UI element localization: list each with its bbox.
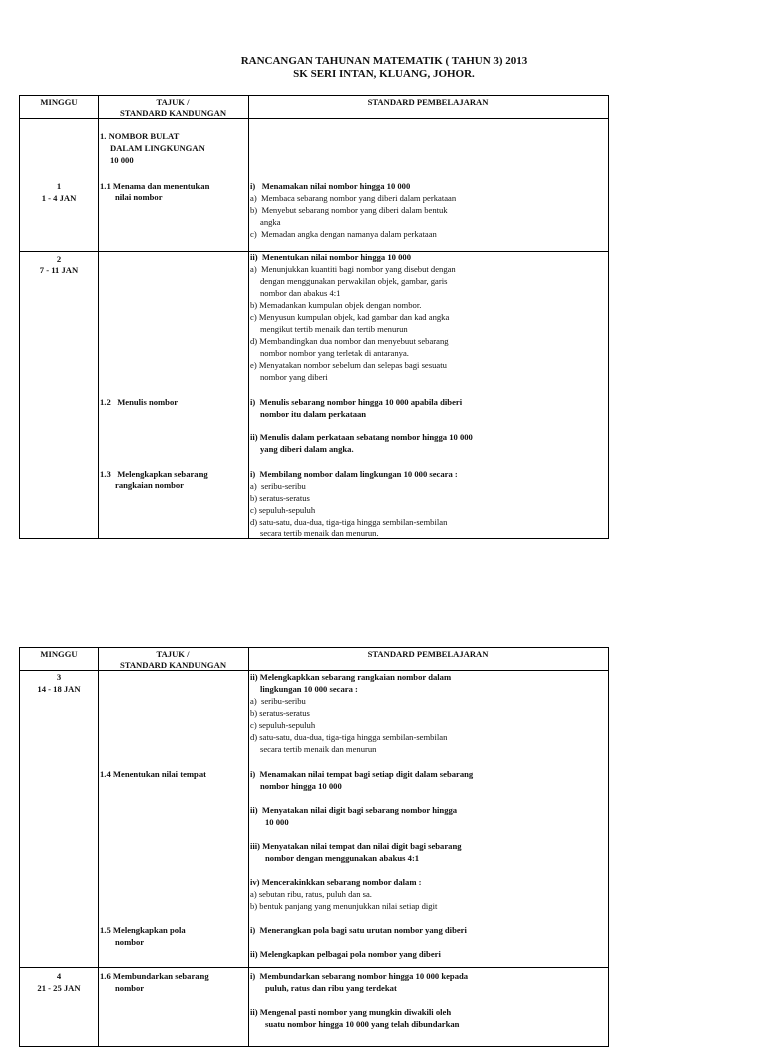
standard-kandungan: rangkaian nombor — [115, 480, 185, 490]
learning-item: b) Memadankan kumpulan objek dengan nombor. — [250, 300, 422, 310]
week-number: 2 — [56, 254, 62, 264]
learning-item: nombor yang diberi — [260, 372, 328, 382]
learning-standard: nombor itu dalam perkataan — [260, 409, 367, 419]
learning-item: b) seratus-seratus — [250, 708, 310, 718]
col-header-standard-kandungan: STANDARD KANDUNGAN — [119, 108, 227, 118]
yearly-plan-table-1 — [19, 95, 609, 539]
learning-item: b) bentuk panjang yang menunjukkan nilai setiap digit — [250, 901, 438, 911]
learning-item: d) satu-satu, dua-dua, tiga-tiga hingga sembilan-sembilan — [250, 732, 448, 742]
standard-kandungan: 1.4 Menentukan nilai tempat — [100, 769, 206, 779]
learning-standard: ii) Menentukan nilai nombor hingga 10 000 — [250, 252, 412, 262]
learning-standard: lingkungan 10 000 secara : — [260, 684, 358, 694]
learning-item: a) seribu-seribu — [250, 481, 306, 491]
document-title: RANCANGAN TAHUNAN MATEMATIK ( TAHUN 3) 2013 — [240, 55, 528, 67]
learning-standard: i) Membilang nombor dalam lingkungan 10 000 secara : — [250, 469, 458, 479]
col-header-tajuk: TAJUK / — [156, 649, 190, 659]
learning-standard: 10 000 — [265, 817, 289, 827]
learning-standard: iii) Menyatakan nilai tempat dan nilai digit bagi sebarang — [250, 841, 462, 851]
school-name: SK SERI INTAN, KLUANG, JOHOR. — [293, 68, 475, 80]
standard-kandungan: nilai nombor — [115, 192, 163, 202]
learning-item: secara tertib menaik dan menurun. — [260, 528, 379, 538]
learning-standard: ii) Mengenal pasti nombor yang mungkin diwakili oleh — [250, 1007, 452, 1017]
learning-standard: ii) Melengkapkan pelbagai pola nombor yang diberi — [250, 949, 441, 959]
week-dates: 21 - 25 JAN — [37, 983, 81, 993]
learning-item: a) sebutan ribu, ratus, puluh dan sa. — [250, 889, 372, 899]
column-divider — [98, 648, 99, 1046]
col-header-standard-pembelajaran: STANDARD PEMBELAJARAN — [367, 649, 489, 659]
learning-item: mengikut tertib menaik dan tertib menurun — [260, 324, 408, 334]
learning-item: d) satu-satu, dua-dua, tiga-tiga hingga sembilan-sembilan — [250, 517, 448, 527]
row-divider — [20, 967, 608, 968]
learning-item: secara tertib menaik dan menurun — [260, 744, 377, 754]
column-divider — [98, 96, 99, 538]
column-divider — [248, 96, 249, 538]
learning-item: c) sepuluh-sepuluh — [250, 720, 316, 730]
learning-standard: i) Menulis sebarang nombor hingga 10 000 apabila diberi — [250, 397, 463, 407]
col-header-minggu: MINGGU — [40, 97, 78, 107]
learning-standard: nombor hingga 10 000 — [260, 781, 342, 791]
standard-kandungan: nombor — [115, 983, 145, 993]
topic-title: 1. NOMBOR BULAT — [100, 131, 180, 141]
week-number: 1 — [56, 181, 62, 191]
col-header-standard-pembelajaran: STANDARD PEMBELAJARAN — [367, 97, 489, 107]
learning-standard: ii) Melengkapkkan sebarang rangkaian nombor dalam — [250, 672, 452, 682]
col-header-standard-kandungan: STANDARD KANDUNGAN — [119, 660, 227, 670]
week-dates: 7 - 11 JAN — [39, 265, 79, 275]
learning-item: c) sepuluh-sepuluh — [250, 505, 316, 515]
yearly-plan-table-2 — [19, 647, 609, 1047]
learning-item: b) Menyebut sebarang nombor yang diberi dalam bentuk — [250, 205, 448, 215]
learning-item: b) seratus-seratus — [250, 493, 310, 503]
learning-standard: i) Menamakan nilai tempat bagi setiap digit dalam sebarang — [250, 769, 474, 779]
learning-item: a) Membaca sebarang nombor yang diberi dalam perkataan — [250, 193, 457, 203]
week-dates: 14 - 18 JAN — [37, 684, 81, 694]
standard-kandungan: 1.1 Menama dan menentukan — [100, 181, 210, 191]
topic-title: DALAM LINGKUNGAN — [110, 143, 205, 153]
standard-kandungan: 1.5 Melengkapkan pola — [100, 925, 186, 935]
standard-kandungan: 1.2 Menulis nombor — [100, 397, 179, 407]
learning-standard: i) Menamakan nilai nombor hingga 10 000 — [250, 181, 411, 191]
learning-standard: ii) Menulis dalam perkataan sebatang nombor hingga 10 000 — [250, 432, 473, 442]
topic-title: 10 000 — [110, 155, 134, 165]
learning-item: nombor nombor yang terletak di antaranya. — [260, 348, 409, 358]
learning-item: dengan menggunakan perwakilan objek, gambar, garis — [260, 276, 448, 286]
learning-item: a) seribu-seribu — [250, 696, 306, 706]
learning-item: e) Menyatakan nombor sebelum dan selepas bagi sesuatu — [250, 360, 447, 370]
week-number: 4 — [56, 971, 62, 981]
learning-standard: puluh, ratus dan ribu yang terdekat — [265, 983, 397, 993]
col-header-minggu: MINGGU — [40, 649, 78, 659]
learning-standard: yang diberi dalam angka. — [260, 444, 354, 454]
learning-item: nombor dan abakus 4:1 — [260, 288, 341, 298]
learning-item: d) Membandingkan dua nombor dan menyebuut sebarang — [250, 336, 449, 346]
learning-standard: iv) Mencerakinkkan sebarang nombor dalam : — [250, 877, 422, 887]
standard-kandungan: nombor — [115, 937, 145, 947]
learning-item: c) Memadan angka dengan namanya dalam perkataan — [250, 229, 437, 239]
learning-standard: nombor dengan menggunakan abakus 4:1 — [265, 853, 420, 863]
learning-standard: ii) Menyatakan nilai digit bagi sebarang nombor hingga — [250, 805, 458, 815]
learning-item: a) Menunjukkan kuantiti bagi nombor yang disebut dengan — [250, 264, 456, 274]
standard-kandungan: 1.6 Membundarkan sebarang — [100, 971, 209, 981]
learning-standard: i) Membundarkan sebarang nombor hingga 10 000 kepada — [250, 971, 469, 981]
learning-item: c) Menyusun kumpulan objek, kad gambar dan kad angka — [250, 312, 450, 322]
standard-kandungan: 1.3 Melengkapkan sebarang — [100, 469, 208, 479]
learning-standard: i) Menerangkan pola bagi satu urutan nombor yang diberi — [250, 925, 467, 935]
week-number: 3 — [56, 672, 62, 682]
week-dates: 1 - 4 JAN — [41, 193, 77, 203]
learning-standard: suatu nombor hingga 10 000 yang telah dibundarkan — [265, 1019, 460, 1029]
col-header-tajuk: TAJUK / — [156, 97, 190, 107]
learning-item: angka — [260, 217, 281, 227]
column-divider — [248, 648, 249, 1046]
